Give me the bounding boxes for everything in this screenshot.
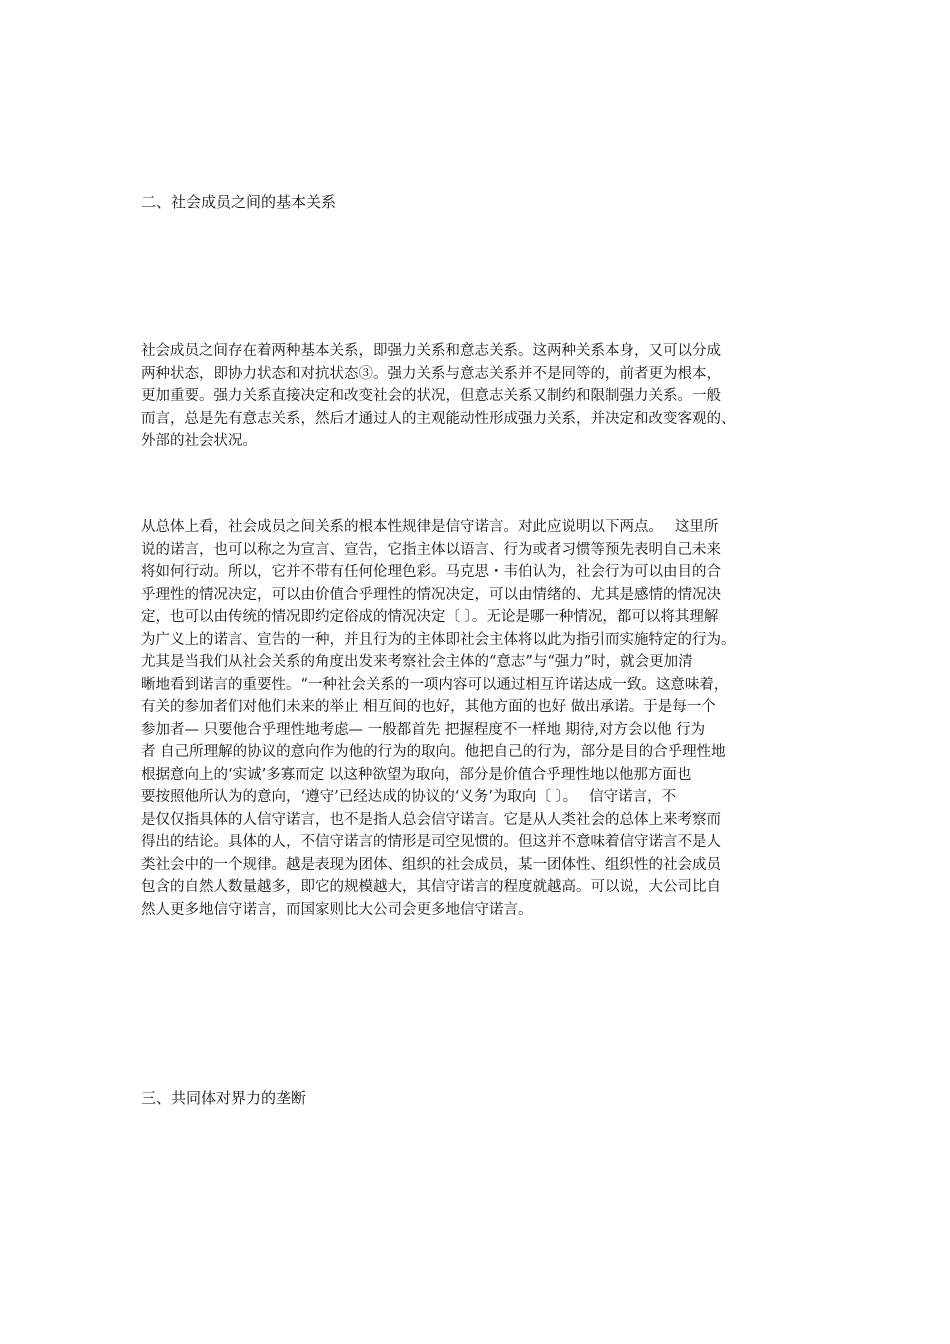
section-heading-2: 二、社会成员之间的基本关系 [141, 193, 337, 211]
paragraph-line: 有关的参加者们对他们未来的举止 相互间的也好，其他方面的也好 做出承诺。于是每一个 [141, 699, 716, 715]
paragraph-line: 要按照他所认为的意向，‘遵守’已经达成的协议的‘义务’为取向〔 〕。 信守诺言，不 [141, 789, 677, 805]
paragraph-line: 为广义上的诺言、宣告的一种，并且行为的主体即社会主体将以此为指引而实施特定的行为。 [141, 631, 736, 648]
paragraph-line: 参加者— 只要他合乎理性地考虑— 一般都首先 把握程度不一样地 期待,对方会以他 行为 [141, 721, 706, 738]
paragraph-line: 然人更多地信守诺言，而国家则比大公司会更多地信守诺言。 [141, 901, 533, 918]
paragraph-line: 更加重要。强力关系直接决定和改变社会的状况，但意志关系又制约和限制强力关系。一般 [141, 388, 721, 404]
paragraph-line: 尤其是当我们从社会关系的角度出发来考察社会主体的“意志”与“强力”时，就会更加清 [141, 654, 693, 670]
paragraph-line: 外部的社会状况。 [141, 433, 257, 449]
paragraph-line: 晰地看到诺言的重要性。“一种社会关系的一项内容可以通过相互许诺达成一致。这意味着， [141, 676, 729, 693]
paragraph-line: 定，也可以由传统的情况即约定俗成的情况决定〔 〕。无论是哪一种情况，都可以将其理解 [141, 609, 719, 625]
paragraph-line: 根据意向上的‘实诚’多寡而定 以这种欲望为取向，部分是价值合乎理性地以他那方面也 [141, 766, 692, 783]
paragraph-line: 而言，总是先有意志关系，然后才通过人的主观能动性形成强力关系，并决定和改变客观的、 [141, 410, 736, 427]
paragraph-line: 得出的结论。具体的人，不信守诺言的情形是司空见惯的。但这并不意味着信守诺言不是人 [141, 834, 721, 850]
section-heading-3: 三、共同体对界力的垄断 [141, 1089, 307, 1107]
paragraph-line: 将如何行动。所以，它并不带有任何伦理色彩。马克思・韦伯认为，社会行为可以由目的合 [141, 564, 721, 580]
paragraph-keeping-promises [141, 516, 811, 921]
paragraph-basic-relations [141, 340, 811, 453]
paragraph-line: 乎理性的情况决定，可以由价值合乎理性的情况决定，可以由情绪的、尤其是感情的情况决 [141, 586, 721, 603]
paragraph-line: 社会成员之间存在着两种基本关系，即强力关系和意志关系。这两种关系本身，又可以分成 [141, 343, 721, 359]
paragraph-line: 两种状态，即协力状态和对抗状态③。强力关系与意志关系并不是同等的，前者更为根本， [141, 365, 721, 382]
paragraph-line: 包含的自然人数量越多，即它的规模越大，其信守诺言的程度就越高。可以说，大公司比自 [141, 879, 721, 895]
paragraph-line: 类社会中的一个规律。越是表现为团体、组织的社会成员，某一团体性、组织性的社会成员 [141, 856, 721, 873]
paragraph-line: 是仅仅指具体的人信守诺言，也不是指人总会信守诺言。它是从人类社会的总体上来考察而 [141, 811, 721, 828]
paragraph-line: 说的诺言，也可以称之为宣言、宣告，它指主体以语言、行为或者习惯等预先表明自己未来 [141, 541, 721, 558]
paragraph-line: 从总体上看，社会成员之间关系的根本性规律是信守诺言。对此应说明以下两点。 这里所 [141, 519, 719, 535]
paragraph-line: 者 自己所理解的协议的意向作为他的行为的取向。他把自己的行为，部分是目的合乎理性地 [141, 744, 726, 760]
